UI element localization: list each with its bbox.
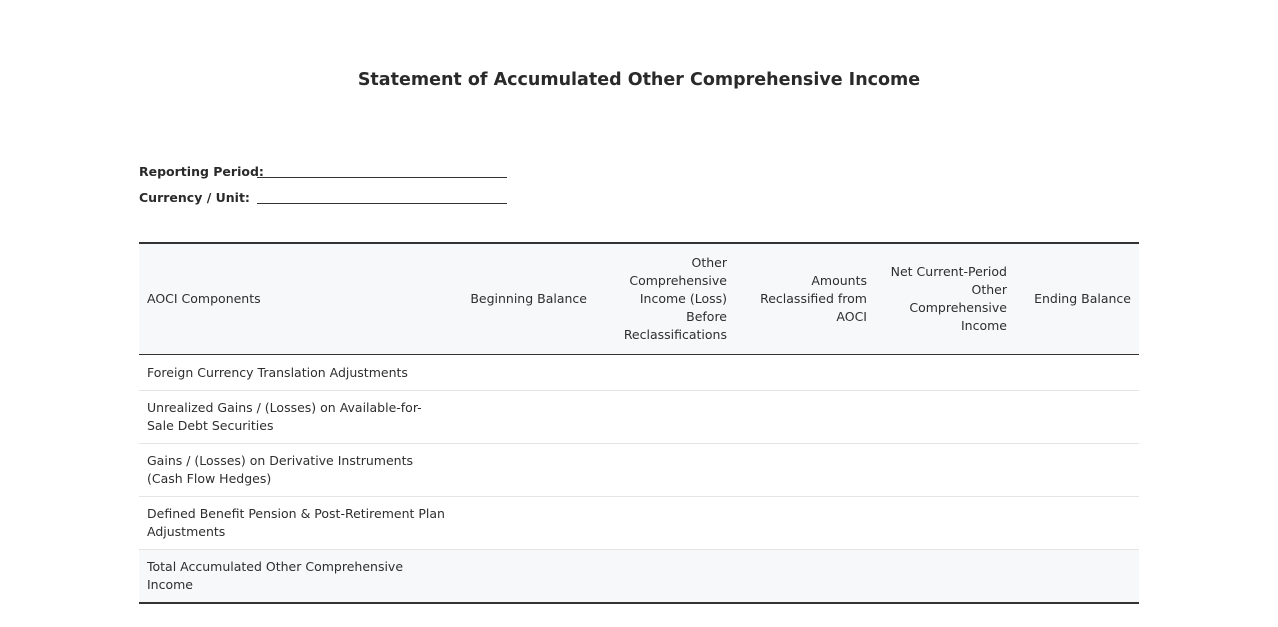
- aoci-table: [139, 242, 1139, 604]
- cell-beginning-balance[interactable]: [455, 550, 595, 604]
- cell-reclassified[interactable]: [735, 355, 875, 391]
- cell-net-current-period[interactable]: [875, 355, 1015, 391]
- cell-oci-before-reclass[interactable]: [595, 355, 735, 391]
- cell-reclassified[interactable]: [735, 391, 875, 444]
- cell-net-current-period[interactable]: [875, 444, 1015, 497]
- column-header-oci-before-reclass: Other Comprehensive Income (Loss) Before Reclassifications: [595, 243, 735, 355]
- currency-unit-label: Currency / Unit:: [139, 190, 250, 205]
- column-header-ending-balance: Ending Balance: [1015, 243, 1139, 355]
- cell-beginning-balance[interactable]: [455, 444, 595, 497]
- cell-beginning-balance[interactable]: [455, 497, 595, 550]
- page-title: Statement of Accumulated Other Comprehensive Income: [357, 70, 921, 90]
- row-label: Total Accumulated Other Comprehensive Income: [139, 550, 455, 604]
- column-header-reclassified: Amounts Reclassified from AOCI: [735, 243, 875, 355]
- cell-ending-balance[interactable]: [1015, 550, 1139, 604]
- table-row: [139, 355, 1139, 391]
- row-label: Gains / (Losses) on Derivative Instruments (Cash Flow Hedges): [139, 444, 455, 497]
- cell-ending-balance[interactable]: [1015, 355, 1139, 391]
- row-label: Unrealized Gains / (Losses) on Available-for-Sale Debt Securities: [139, 391, 455, 444]
- cell-beginning-balance[interactable]: [455, 391, 595, 444]
- row-label: Defined Benefit Pension & Post-Retirement Plan Adjustments: [139, 497, 455, 550]
- cell-net-current-period[interactable]: [875, 391, 1015, 444]
- table-row: [139, 497, 1139, 550]
- total-row: [139, 550, 1139, 604]
- reporting-period-row: [139, 164, 539, 184]
- column-header-net-current-period: Net Current-Period Other Comprehensive Income: [875, 243, 1015, 355]
- cell-oci-before-reclass[interactable]: [595, 497, 735, 550]
- column-header-components: AOCI Components: [139, 243, 455, 355]
- cell-reclassified[interactable]: [735, 497, 875, 550]
- table-row: [139, 444, 1139, 497]
- cell-ending-balance[interactable]: [1015, 391, 1139, 444]
- table-row: [139, 391, 1139, 444]
- currency-unit-field[interactable]: [257, 203, 507, 204]
- cell-oci-before-reclass[interactable]: [595, 391, 735, 444]
- cell-reclassified[interactable]: [735, 550, 875, 604]
- cell-beginning-balance[interactable]: [455, 355, 595, 391]
- cell-ending-balance[interactable]: [1015, 497, 1139, 550]
- cell-reclassified[interactable]: [735, 444, 875, 497]
- cell-oci-before-reclass[interactable]: [595, 550, 735, 604]
- reporting-period-label: Reporting Period:: [139, 164, 264, 179]
- cell-oci-before-reclass[interactable]: [595, 444, 735, 497]
- column-header-beginning-balance: Beginning Balance: [455, 243, 595, 355]
- currency-unit-row: [139, 190, 539, 210]
- table-header-row: [139, 243, 1139, 355]
- cell-net-current-period[interactable]: [875, 497, 1015, 550]
- row-label: Foreign Currency Translation Adjustments: [139, 355, 455, 391]
- cell-ending-balance[interactable]: [1015, 444, 1139, 497]
- reporting-period-field[interactable]: [257, 177, 507, 178]
- cell-net-current-period[interactable]: [875, 550, 1015, 604]
